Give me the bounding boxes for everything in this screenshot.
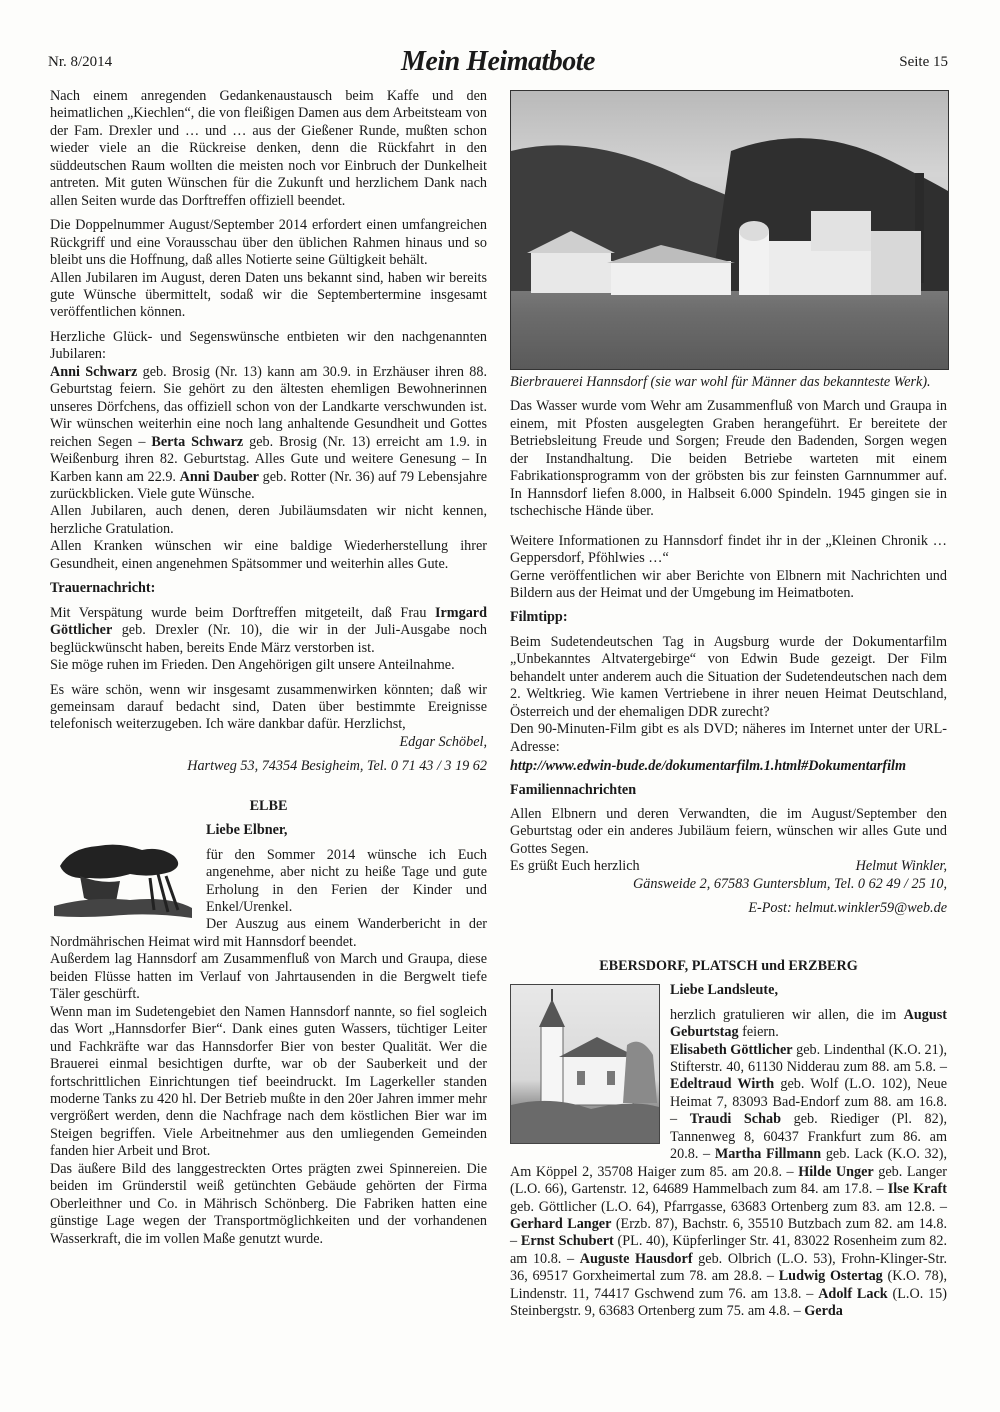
jubilee-name: Hilde Unger: [798, 1163, 874, 1180]
paragraph: Weitere Informationen zu Hannsdorf findet ihr in der „Kleinen Chronik … Geppersdorf, Pföhlwies …“: [510, 532, 947, 567]
church-building-icon: [511, 985, 659, 1143]
section-title-ebersdorf: EBERSDORF, PLATSCH und ERZBERG: [599, 957, 858, 974]
section-heading: Filmtipp:: [510, 609, 568, 626]
greeting-line: [510, 858, 947, 875]
obituary-text: geb. Drexler (Nr. 10), die wir in der Juli-Ausgabe noch beglückwünscht haben, bereits Ende März verstorben ist.: [50, 622, 487, 656]
jubilee-text: geb. Olbrich (L.O. 53), Frohn-Klinger-Str. 36, 69517 Gorxheimertal zum 78. am 28.8. –: [510, 1250, 947, 1285]
jubilee-text: (L.O. 15) Steinbergstr. 9, 63683 Ortenberg zum 75. am 4.8. –: [510, 1285, 947, 1320]
jubilee-name: Auguste Hausdorf: [579, 1250, 693, 1267]
intro-emphasis: August Geburtstag: [670, 1006, 947, 1041]
paragraph: Sie möge ruhen im Frieden. Den Angehörigen gilt unsere Anteilnahme.: [50, 657, 455, 674]
issue-number: Nr. 8/2014: [48, 54, 113, 70]
paragraph: Es wäre schön, wenn wir insgesamt zusammenwirken könnten; daß wir gemeinsam darauf bedacht sind, Daten über bestimmte Ereignisse telefonisch weiterzugeben. Ich wäre dankbar dafür. Herzlichst,: [50, 681, 487, 733]
jubilee-text: geb. Brosig (Nr. 13) erreicht am 1.9. in Weißenburg ihren 82. Geburtstag. Alles Gute und weitere Genesung – In Karben kann am 22.9.: [50, 433, 487, 485]
left-column: [50, 88, 487, 1248]
brewery-photo: [510, 90, 949, 370]
jubilee-text: (Erzb. 87), Bachstr. 6, 35510 Butzbach zum 82. am 14.8. –: [510, 1216, 948, 1250]
greeting-text: Es grüßt Euch herzlich: [510, 858, 640, 875]
section-heading: Trauernachricht:: [50, 580, 156, 597]
page-header: [48, 46, 948, 78]
jubilee-name: Anni Schwarz: [50, 363, 138, 380]
page-number: Seite 15: [899, 54, 948, 70]
paragraph: Allen Jubilaren, auch denen, deren Jubiläumsdaten wir nicht kennen, herzliche Gratulation.: [50, 503, 487, 537]
elbe-greeting: Liebe Elbner,: [206, 822, 288, 839]
jubilee-name: Gerhard Langer: [510, 1216, 612, 1233]
jubilee-name: Ilse Kraft: [887, 1181, 947, 1198]
jubilee-name: Gerda: [804, 1303, 843, 1320]
signature-address: Gänsweide 2, 67583 Guntersblum, Tel. 0 62 49 / 25 10,: [633, 875, 947, 892]
section-title-elbe: ELBE: [249, 797, 288, 814]
paragraph: Allen Jubilaren im August, deren Daten uns bekannt sind, haben wir bereits gute Wünsche übermittelt, sodaß wir die Septembertermine insgesamt veröffentlichen können.: [50, 269, 487, 321]
obituary-name: Irmgard Göttlicher: [50, 604, 487, 639]
jubilee-name: Elisabeth Göttlicher: [670, 1041, 793, 1058]
paragraph: Die Doppelnummer August/September 2014 erfordert einen umfangreichen Rückgriff und eine Vorausschau über den üblichen Rahmen hinaus und so bleibt uns die Hoffnung, daß alles Notierte seine Gültigkeit behält.: [50, 217, 487, 269]
jubilee-name: Anni Dauber: [179, 468, 259, 485]
jubilee-text: geb. Göttlicher (L.O. 64), Pfarrgasse, 63683 Ortenberg zum 83. am 12.8. –: [510, 1198, 947, 1215]
paragraph: Nach einem anregenden Gedankenaustausch beim Kaffe und den heimatlichen „Kiechlen“, die von fleißigen Damen aus dem Arbeitsteam von der Fam. Drexler und … und … aus der Gießener Runde, mußten schon wieder viele an die Rückreise denken, denn die Rückfahrt in den süddeutschen Raum wollten die meisten noch vor Einbruch der Dunkelheit antreten. Mit guten Wünschen für die Zukunft und herzlichem Dank nach allen Seiten wurde das Dorftreffen offiziell beendet.: [50, 88, 487, 209]
jubilee-text: geb. Riediger (Pl. 82), Tannenweg 8, 60437 Frankfurt zum 86. am 20.8. –: [670, 1111, 948, 1163]
right-column: [510, 88, 947, 1321]
intro-text: feiern.: [738, 1024, 779, 1041]
signature-address: Hartweg 53, 74354 Besigheim, Tel. 0 71 43 / 3 19 62: [187, 758, 487, 775]
paragraph: für den Sommer 2014 wünsche ich Euch angenehme, aber nicht zu heiße Tage und gute Erholung in den Ferien der Kinder und Enkel/Urenkel.: [206, 846, 487, 916]
paragraph: Das Wasser wurde vom Wehr am Zusammenfluß von March und Graupa in einem, mit Pfosten ausgelegten Graben herangeführt. Er bereitete der Betriebsleitung Freude und Sorgen; Freude den Badenden, Sorgen wegen der Instandhaltung. Die beiden Betriebe warteten mit einem Fabrikationsprogramm von der gröbsten bis zur feinsten Garnnummer auf. In Hannsdorf liefen 8.000, in Halbseit 6.000 Spindeln. 1945 gingen sie in tschechische Hände über.: [510, 398, 947, 520]
ebersdorf-greeting: Liebe Landsleute,: [670, 982, 778, 999]
jubilee-paragraph: [50, 364, 487, 504]
brewery-building-icon: [511, 91, 948, 369]
rock-drawing-icon: [50, 826, 196, 926]
obituary-paragraph: [50, 605, 487, 657]
church-photo: [510, 984, 660, 1144]
paragraph: Das äußere Bild des langgestreckten Ortes prägten zwei Spinnereien. Die beiden im Gründerstil weiß getünchten Gebäude gehörten der Firma Oberleithner und Co. in Mährisch Schönberg. Die Fabriken hatten eine günstige Lage wegen der Transportmöglichkeiten und der vorhandenen Wasserkraft, die im vollen Maße genutzt wurde.: [50, 1160, 487, 1247]
section-heading: Familiennachrichten: [510, 781, 637, 798]
paragraph: Gerne veröffentlichen wir aber Berichte von Elbnern mit Nachrichten und Bildern aus der Heimat und der Umgebung im Heimatboten.: [510, 567, 947, 601]
paragraph: Wenn man im Sudetengebiet den Namen Hannsdorf nannte, so fiel sogleich das Wort „Hannsdorfer Bier“. Dank eines guten Wassers, tüchtiger Leiter und Fachkräfte war das Hannsdorfer Bier von bester Qualität. Wer die Brauerei einmal besichtigen durfte, war ob der Sauberkeit und der fortschrittlichen Einrichtungen tief beeindruckt. Im Lagerkeller standen moderne Tanks zu 420 hl. Der Betrieb mußte in den 20er Jahren immer mehr vergrößert werden, denn die Nachfrage nach dem köstlichen Bier war im Steigen begriffen. Viele Arbeitnehmer aus den umliegenden Gemeinden fanden hier Arbeit und Brot.: [50, 1003, 487, 1160]
jubilee-text: geb. Rotter (Nr. 36) auf 79 Lebensjahre zurückblicken. Viele gute Wünsche.: [50, 468, 488, 502]
paragraph: Allen Elbnern und deren Verwandten, die im August/September den Geburtstag oder ein anderes Jubiläum feiern, wünschen wir alles Gute und Gottes Segen.: [510, 805, 947, 857]
photo-caption: Bierbrauerei Hannsdorf (sie war wohl für Männer das bekannteste Werk).: [510, 374, 931, 390]
jubilee-name: Ernst Schubert: [520, 1233, 614, 1250]
jubilee-name: Adolf Lack: [818, 1285, 888, 1302]
jubilee-name: Ludwig Ostertag: [778, 1268, 883, 1285]
jubilee-name: Martha Fillmann: [714, 1146, 822, 1163]
jubilee-name: Berta Schwarz: [151, 433, 244, 450]
signature-name: Edgar Schöbel,: [399, 733, 487, 750]
paragraph: Herzliche Glück- und Segenswünsche entbieten wir den nachgenannten Jubilaren:: [50, 328, 487, 363]
paragraph: Beim Sudetendeutschen Tag in Augsburg wurde der Dokumentarfilm „Unbekanntes Altvatergebirge“ von Edwin Bude gezeigt. Der Film behandelt unter anderem auch die Situation der Sudetendeutschen nach dem 2. Weltkrieg. Wie kamen Vertriebene in ihrer neuen Heimat Deutschland, Österreich und der ehemaligen DDR zurecht?: [510, 633, 947, 720]
film-url-link[interactable]: http://www.edwin-bude.de/dokumentarfilm.1.html#Dokumentarfilm: [510, 758, 906, 775]
jubilee-text: geb. Langer (L.O. 66), Gartenstr. 12, 64689 Hammelbach zum 84. am 17.8. –: [510, 1163, 947, 1198]
obituary-text: Mit Verspätung wurde beim Dorftreffen mitgeteilt, daß Frau: [50, 604, 435, 621]
jubilee-text: (PL. 40), Küpferlinger Str. 41, 83022 Rosenheim zum 82. am 10.8. –: [510, 1233, 947, 1267]
signature-name: Helmut Winkler,: [855, 858, 947, 875]
jubilee-text: geb. Lack (K.O. 32), Am Köppel 2, 35708 Haiger zum 85. am 20.8. –: [510, 1146, 948, 1180]
jubilee-text: geb. Brosig (Nr. 13) kann am 30.9. in Erzhäuser ihren 88. Geburtstag feiern. Sie gehört zu den ältesten ehemligen Bewohnerinnen unseres Dörfchens, das offiziell schon von der Landkarte verschwunden ist. Wir wünschen weiterhin eine noch lang anhaltende Gesundheit und Gottes reichen Segen –: [50, 363, 487, 450]
jubilee-text: (K.O. 78), Lindenstr. 11, 74417 Gschwend zum 76. am 13.8. –: [510, 1268, 947, 1302]
paragraph: Außerdem lag Hannsdorf am Zusammenfluß von March und Graupa, diese beiden Flüsse hatten im Verlauf von Jahrtausenden in die Bergwelt tiefe Täler geschürft.: [50, 951, 487, 1003]
masthead: Mein Heimatbote: [401, 46, 595, 77]
paragraph: Der Auszug aus einem Wanderbericht in der Nordmährischen Heimat wird mit Hannsdorf beendet.: [50, 916, 487, 950]
paragraph: Den 90-Minuten-Film gibt es als DVD; näheres im Internet unter der URL-Adresse:: [510, 721, 947, 755]
jubilee-name: Traudi Schab: [689, 1111, 781, 1128]
rock-illustration: [50, 826, 196, 926]
signature-email: E-Post: helmut.winkler59@web.de: [748, 900, 947, 917]
jubilee-name: Edeltraud Wirth: [670, 1076, 775, 1093]
intro-text: herzlich gratulieren wir allen, die im: [670, 1006, 904, 1023]
jubilee-text: geb. Wolf (L.O. 102), Neue Heimat 7, 83093 Bad-Endorf zum 88. am 16.8. –: [670, 1076, 947, 1128]
jubilee-text: geb. Lindenthal (K.O. 21), Stifterstr. 40, 61130 Nidderau zum 88. am 5.8. –: [670, 1041, 948, 1075]
paragraph: Allen Kranken wünschen wir eine baldige Wiederherstellung ihrer Gesundheit, einen angenehmen Spätsommer und weiterhin alles Gute.: [50, 538, 487, 572]
